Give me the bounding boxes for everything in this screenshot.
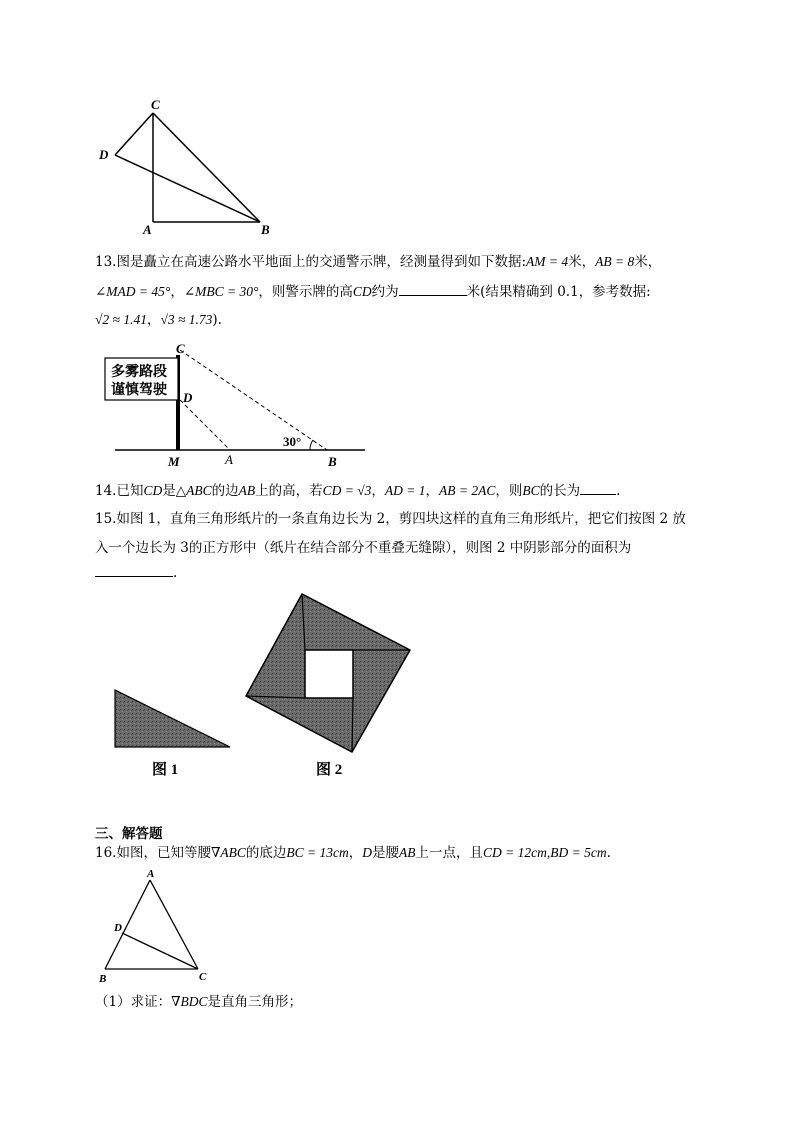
- label-d: D: [99, 147, 109, 162]
- label-b: B: [328, 454, 337, 469]
- question-15-line-2: 入一个边长为 3的正方形中（纸片在结合部分不重叠无缝隙），则图 2 中阴影部分的面积为: [95, 540, 632, 556]
- caption-figure-2: 图 2: [316, 762, 343, 778]
- figure-12: [95, 95, 285, 240]
- answer-blank-14[interactable]: [580, 480, 616, 495]
- question-15-line-1: 15.如图 1，直角三角形纸片的一条直角边长为 2，剪四块这样的直角三角形纸片，把它们按图 2 放: [95, 511, 686, 527]
- caption-figure-1: 图 1: [152, 762, 179, 778]
- label-c: C: [176, 341, 185, 356]
- question-15-line-3: .: [95, 562, 177, 583]
- label-m: M: [168, 454, 180, 469]
- label-a: A: [225, 452, 233, 467]
- label-c: C: [199, 971, 207, 983]
- question-13-line-1: 13.图是矗立在高速公路水平地面上的交通警示牌，经测量得到如下数据:AM = 4米，AB = 8米，: [95, 254, 662, 270]
- angle-30-label: 30°: [283, 434, 302, 449]
- label-b: B: [99, 973, 107, 985]
- label-a: A: [147, 868, 155, 880]
- sign-line-1: 多雾路段: [111, 365, 167, 380]
- label-c: C: [151, 97, 160, 112]
- label-a: A: [143, 222, 152, 237]
- section-heading: 三、解答题: [95, 826, 163, 842]
- figure-1-triangle: [115, 690, 230, 747]
- figure-16: [95, 865, 225, 985]
- figure-2-inner-square: [305, 650, 353, 698]
- question-14: 14.已知CD是△ABC的边AB上的高，若CD = √3，AD = 1，AB = 2AC，则BC的长为 .: [95, 480, 620, 501]
- figure-13: [95, 340, 375, 470]
- answer-blank-15[interactable]: [95, 562, 173, 577]
- question-13-line-2: ∠MAD = 45°，∠MBC = 30°，则警示牌的高CD约为 米(结果精确到 0.1，参考数据:: [95, 281, 651, 302]
- label-d: D: [114, 922, 122, 934]
- sign-line-2: 谨慎驾驶: [111, 383, 167, 398]
- question-16-part-1: （1）求证：∇BDC是直角三角形；: [95, 994, 303, 1010]
- question-16: 16.如图，已知等腰∇ABC的底边BC = 13cm，D是腰AB上一点，且CD = 12cm,BD = 5cm.: [95, 845, 611, 861]
- label-d: D: [183, 390, 193, 405]
- question-13-line-3: √2 ≈ 1.41，√3 ≈ 1.73).: [95, 312, 222, 328]
- label-b: B: [261, 222, 270, 237]
- answer-blank-13[interactable]: [399, 281, 467, 296]
- figure-15: [100, 585, 430, 785]
